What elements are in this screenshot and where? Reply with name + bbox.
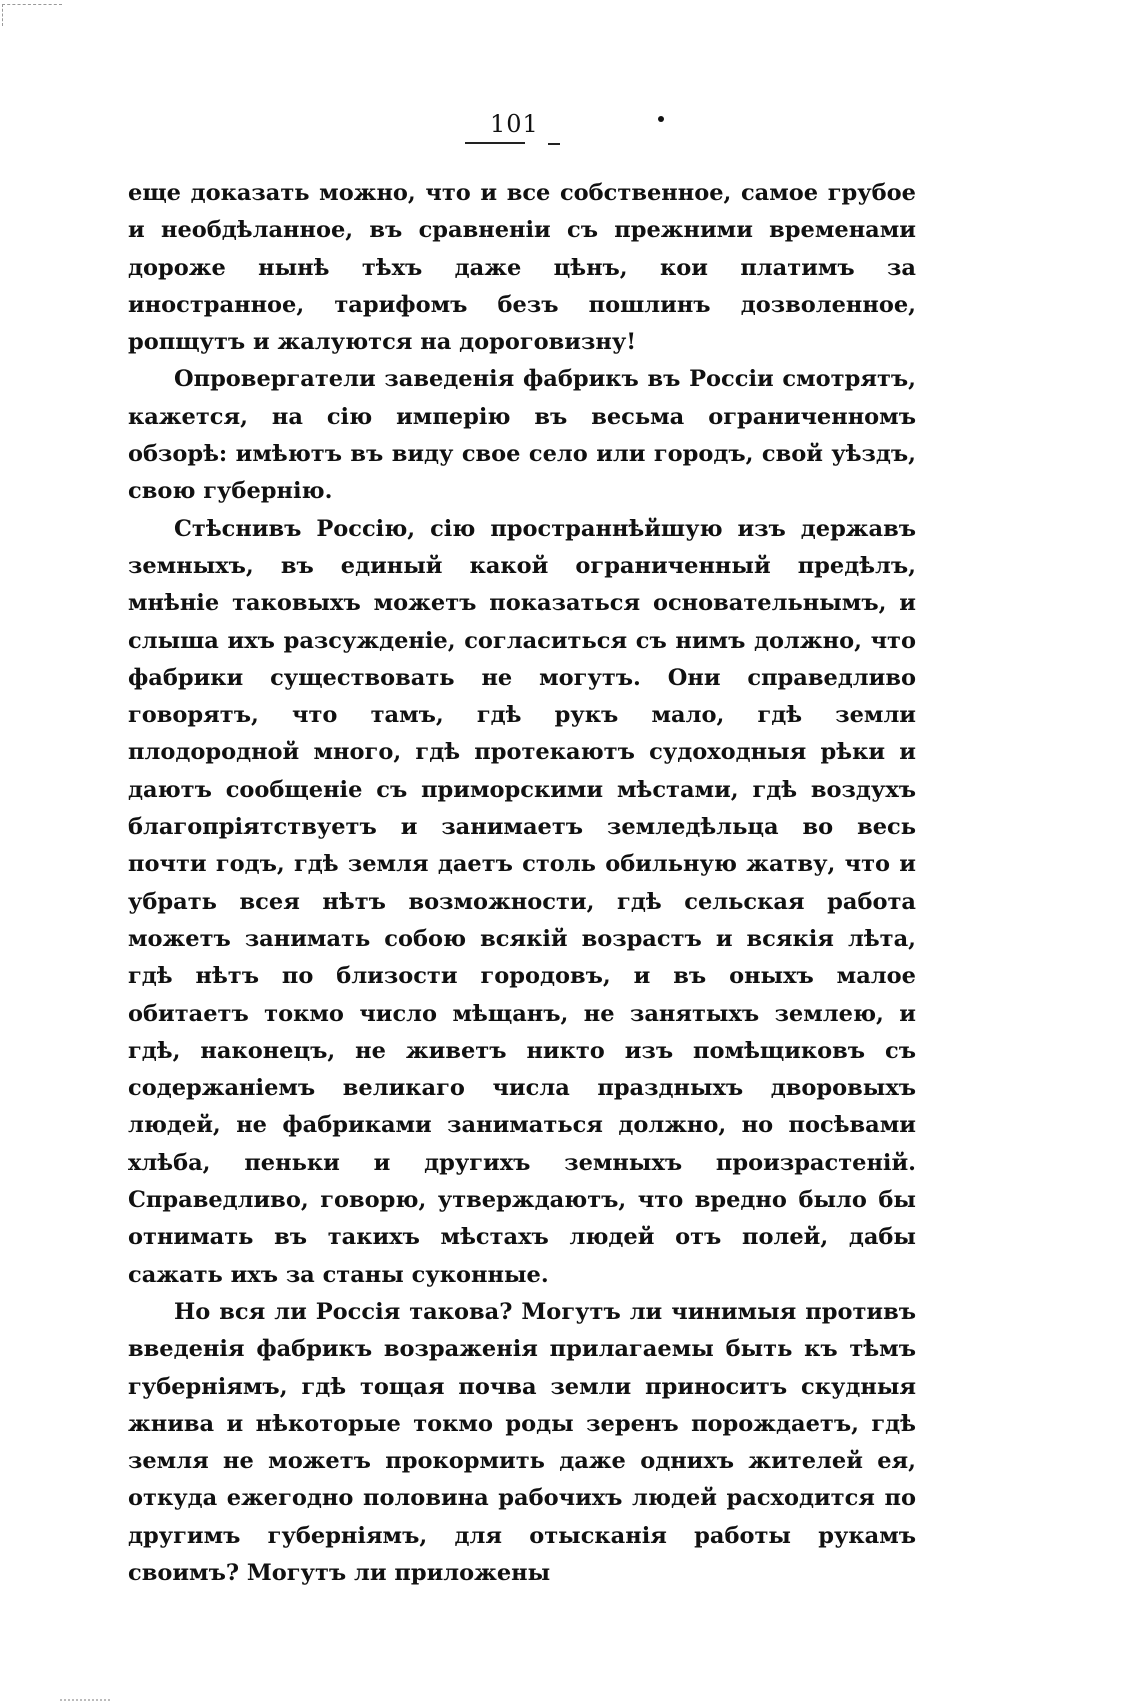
- paragraph: Но вся ли Россія такова? Могутъ ли чинимыя противъ введенія фабрикъ возраженія прилагаемы быть къ тѣмъ губерніямъ, гдѣ тощая почва земли приноситъ скудныя жнива и нѣкоторые токмо роды зеренъ порождаетъ, гдѣ земля не можетъ прокормить даже однихъ жителей ея, откуда ежегодно половина рабочихъ людей расходится по другимъ губерніямъ, для отысканія работы рукамъ своимъ? Могутъ ли приложены: [128, 1298, 916, 1586]
- paragraph: Опровергатели заведенія фабрикъ въ Россіи смотрятъ, кажется, на сію имперію въ весьма ограниченномъ обзорѣ: имѣютъ въ виду свое село или городъ, свой уѣздъ, свою губернію.: [128, 366, 916, 505]
- paragraph: Стѣснивъ Россію, сію пространнѣйшую изъ державъ земныхъ, въ единый какой ограниченный предѣлъ, мнѣніе таковыхъ можетъ показаться основательнымъ, и слыша ихъ разсужденіе, согласиться съ нимъ должно, что фабрики существовать не могутъ. Они справедливо говорятъ, что тамъ, гдѣ рукъ мало, гдѣ земли плодородной много, гдѣ протекаютъ судоходныя рѣки и даютъ сообщеніе съ приморскими мѣстами, гдѣ воздухъ благопріятствуетъ и занимаетъ земледѣльца во весь почти годъ, гдѣ земля даетъ столь обильную жатву, что и убрать всея нѣтъ возможности, гдѣ сельская работа можетъ занимать собою всякій возрастъ и всякія лѣта, гдѣ нѣтъ по близости городовъ, и въ оныхъ малое обитаетъ токмо число мѣщанъ, не занятыхъ землею, и гдѣ, наконецъ, не живетъ никто изъ помѣщиковъ съ содержаніемъ великаго числа праздныхъ дворовыхъ людей, не фабриками заниматься должно, но посѣвами хлѣба, пеньки и другихъ земныхъ произрастеній. Справедливо, говорю, утверждаютъ, что вредно было бы отнимать въ такихъ мѣстахъ людей отъ полей, дабы сажать ихъ за станы суконные.: [128, 515, 916, 1288]
- page-number: 101: [490, 110, 539, 138]
- scan-corner-mark-vertical: [2, 4, 4, 26]
- scan-corner-mark: [2, 4, 62, 11]
- body-text: [128, 175, 916, 1592]
- ink-dot: [658, 116, 664, 122]
- page-header: [0, 110, 1140, 150]
- header-rule-dash: [548, 143, 560, 145]
- scan-footer-mark: [60, 1699, 110, 1705]
- header-rule: [465, 142, 525, 144]
- paragraph: еще доказать можно, что и все собственное, самое грубое и необдѣланное, въ сравненіи съ прежними временами дороже нынѣ тѣхъ даже цѣнъ, кои платимъ за иностранное, тарифомъ безъ пошлинъ дозволенное, ропщутъ и жалуются на дороговизну!: [128, 180, 916, 356]
